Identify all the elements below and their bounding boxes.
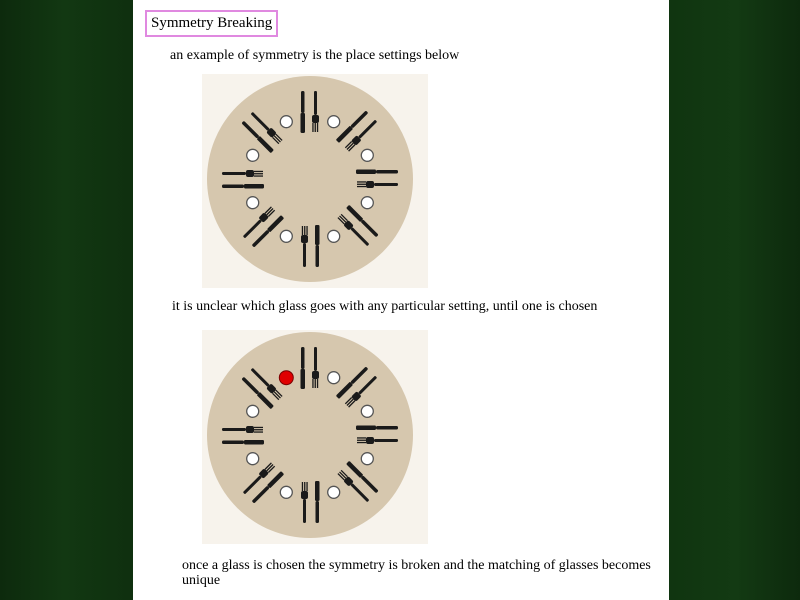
- table-figure-symmetric: [202, 74, 428, 288]
- table-top: [207, 76, 413, 282]
- knife-icon: [222, 440, 264, 445]
- knife-icon: [356, 170, 398, 175]
- caption-example: an example of symmetry is the place settings below: [170, 48, 460, 63]
- glass: [280, 486, 292, 498]
- knife-icon: [301, 347, 306, 389]
- table-illustration: [202, 330, 428, 544]
- glass: [280, 116, 292, 128]
- glass: [361, 197, 373, 209]
- knife-icon: [356, 426, 398, 431]
- slide: [133, 0, 669, 600]
- chosen-glass: [279, 371, 293, 385]
- table-top: [207, 332, 413, 538]
- glass: [328, 116, 340, 128]
- glass: [361, 405, 373, 417]
- glass: [247, 453, 259, 465]
- glass: [328, 372, 340, 384]
- glass: [328, 230, 340, 242]
- glass: [361, 453, 373, 465]
- caption-unclear: it is unclear which glass goes with any particular setting, until one is chosen: [172, 299, 598, 314]
- knife-icon: [315, 481, 320, 523]
- glass: [247, 405, 259, 417]
- slide-title: Symmetry Breaking: [145, 10, 278, 37]
- glass: [280, 230, 292, 242]
- glass: [361, 149, 373, 161]
- glass: [247, 197, 259, 209]
- knife-icon: [222, 184, 264, 189]
- glass: [247, 149, 259, 161]
- knife-icon: [315, 225, 320, 267]
- table-figure-broken: [202, 330, 428, 544]
- glass: [328, 486, 340, 498]
- caption-broken: once a glass is chosen the symmetry is broken and the matching of glasses becomes unique: [182, 558, 651, 588]
- knife-icon: [301, 91, 306, 133]
- table-illustration: [202, 74, 428, 288]
